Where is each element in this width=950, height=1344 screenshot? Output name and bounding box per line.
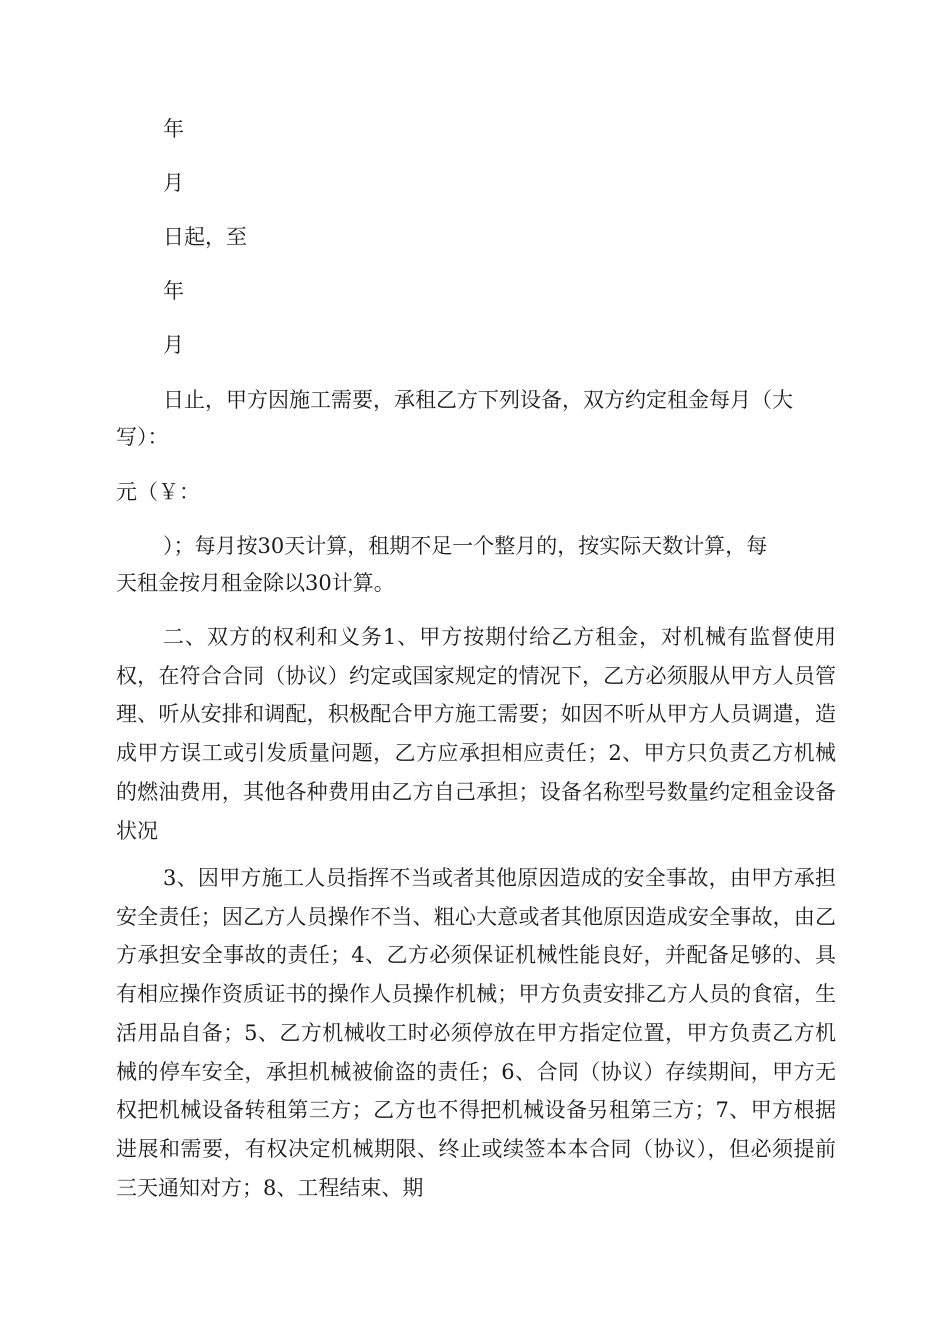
date-month-end: 月	[163, 333, 184, 357]
rent-clause-line-2: 写）：	[116, 425, 169, 449]
rent-clause-line-3: 元（￥：	[116, 480, 200, 504]
safety-responsibility-paragraph: 3、因甲方施工人员指挥不当或者其他原因造成的安全事故，由甲方承担安全责任；因乙方人员操作不当、粗心大意或者其他原因造成安全事故，由乙方承担安全事故的责任；4、乙方必须保证机械性能良好，并配备足够的、具有相应操作资质证书的操作人员操作机械；甲方负责安排乙方人员的食宿，生活用品自备；5、乙方机械收工时必须停放在甲方指定位置，甲方负责乙方机械的停车安全，承担机械被偷盗的责任；6、合同（协议）存续期间，甲方无权把机械设备转租第三方；乙方也不得把机械设备另租第三方；7、甲方根据进展和需要，有权决定机械期限、终止或续签本本合同（协议），但必须提前三天通知对方；8、工程结束、期	[116, 866, 836, 1200]
date-year-end: 年	[163, 279, 184, 303]
date-year-start: 年	[163, 117, 184, 141]
rights-obligations-paragraph: 二、双方的权利和义务1、甲方按期付给乙方租金，对机械有监督使用权，在符合合同（协议）约定或国家规定的情况下，乙方必须服从甲方人员管理、听从安排和调配，积极配合甲方施工需要；如因不听从甲方人员调遣，造成甲方误工或引发质量问题，乙方应承担相应责任；2、甲方只负责乙方机械的燃油费用，其他各种费用由乙方自己承担；设备名称型号数量约定租金设备状况	[116, 625, 836, 843]
rent-clause-line-5: 天租金按月租金除以30计算。	[116, 571, 395, 595]
date-month-start: 月	[163, 171, 184, 195]
rent-clause-line-4: ）；每月按30天计算，租期不足一个整月的，按实际天数计算，每	[163, 534, 768, 558]
date-day-start-to: 日起，至	[163, 225, 247, 249]
rent-clause-line-1: 日止，甲方因施工需要，承租乙方下列设备，双方约定租金每月（大	[163, 388, 793, 412]
